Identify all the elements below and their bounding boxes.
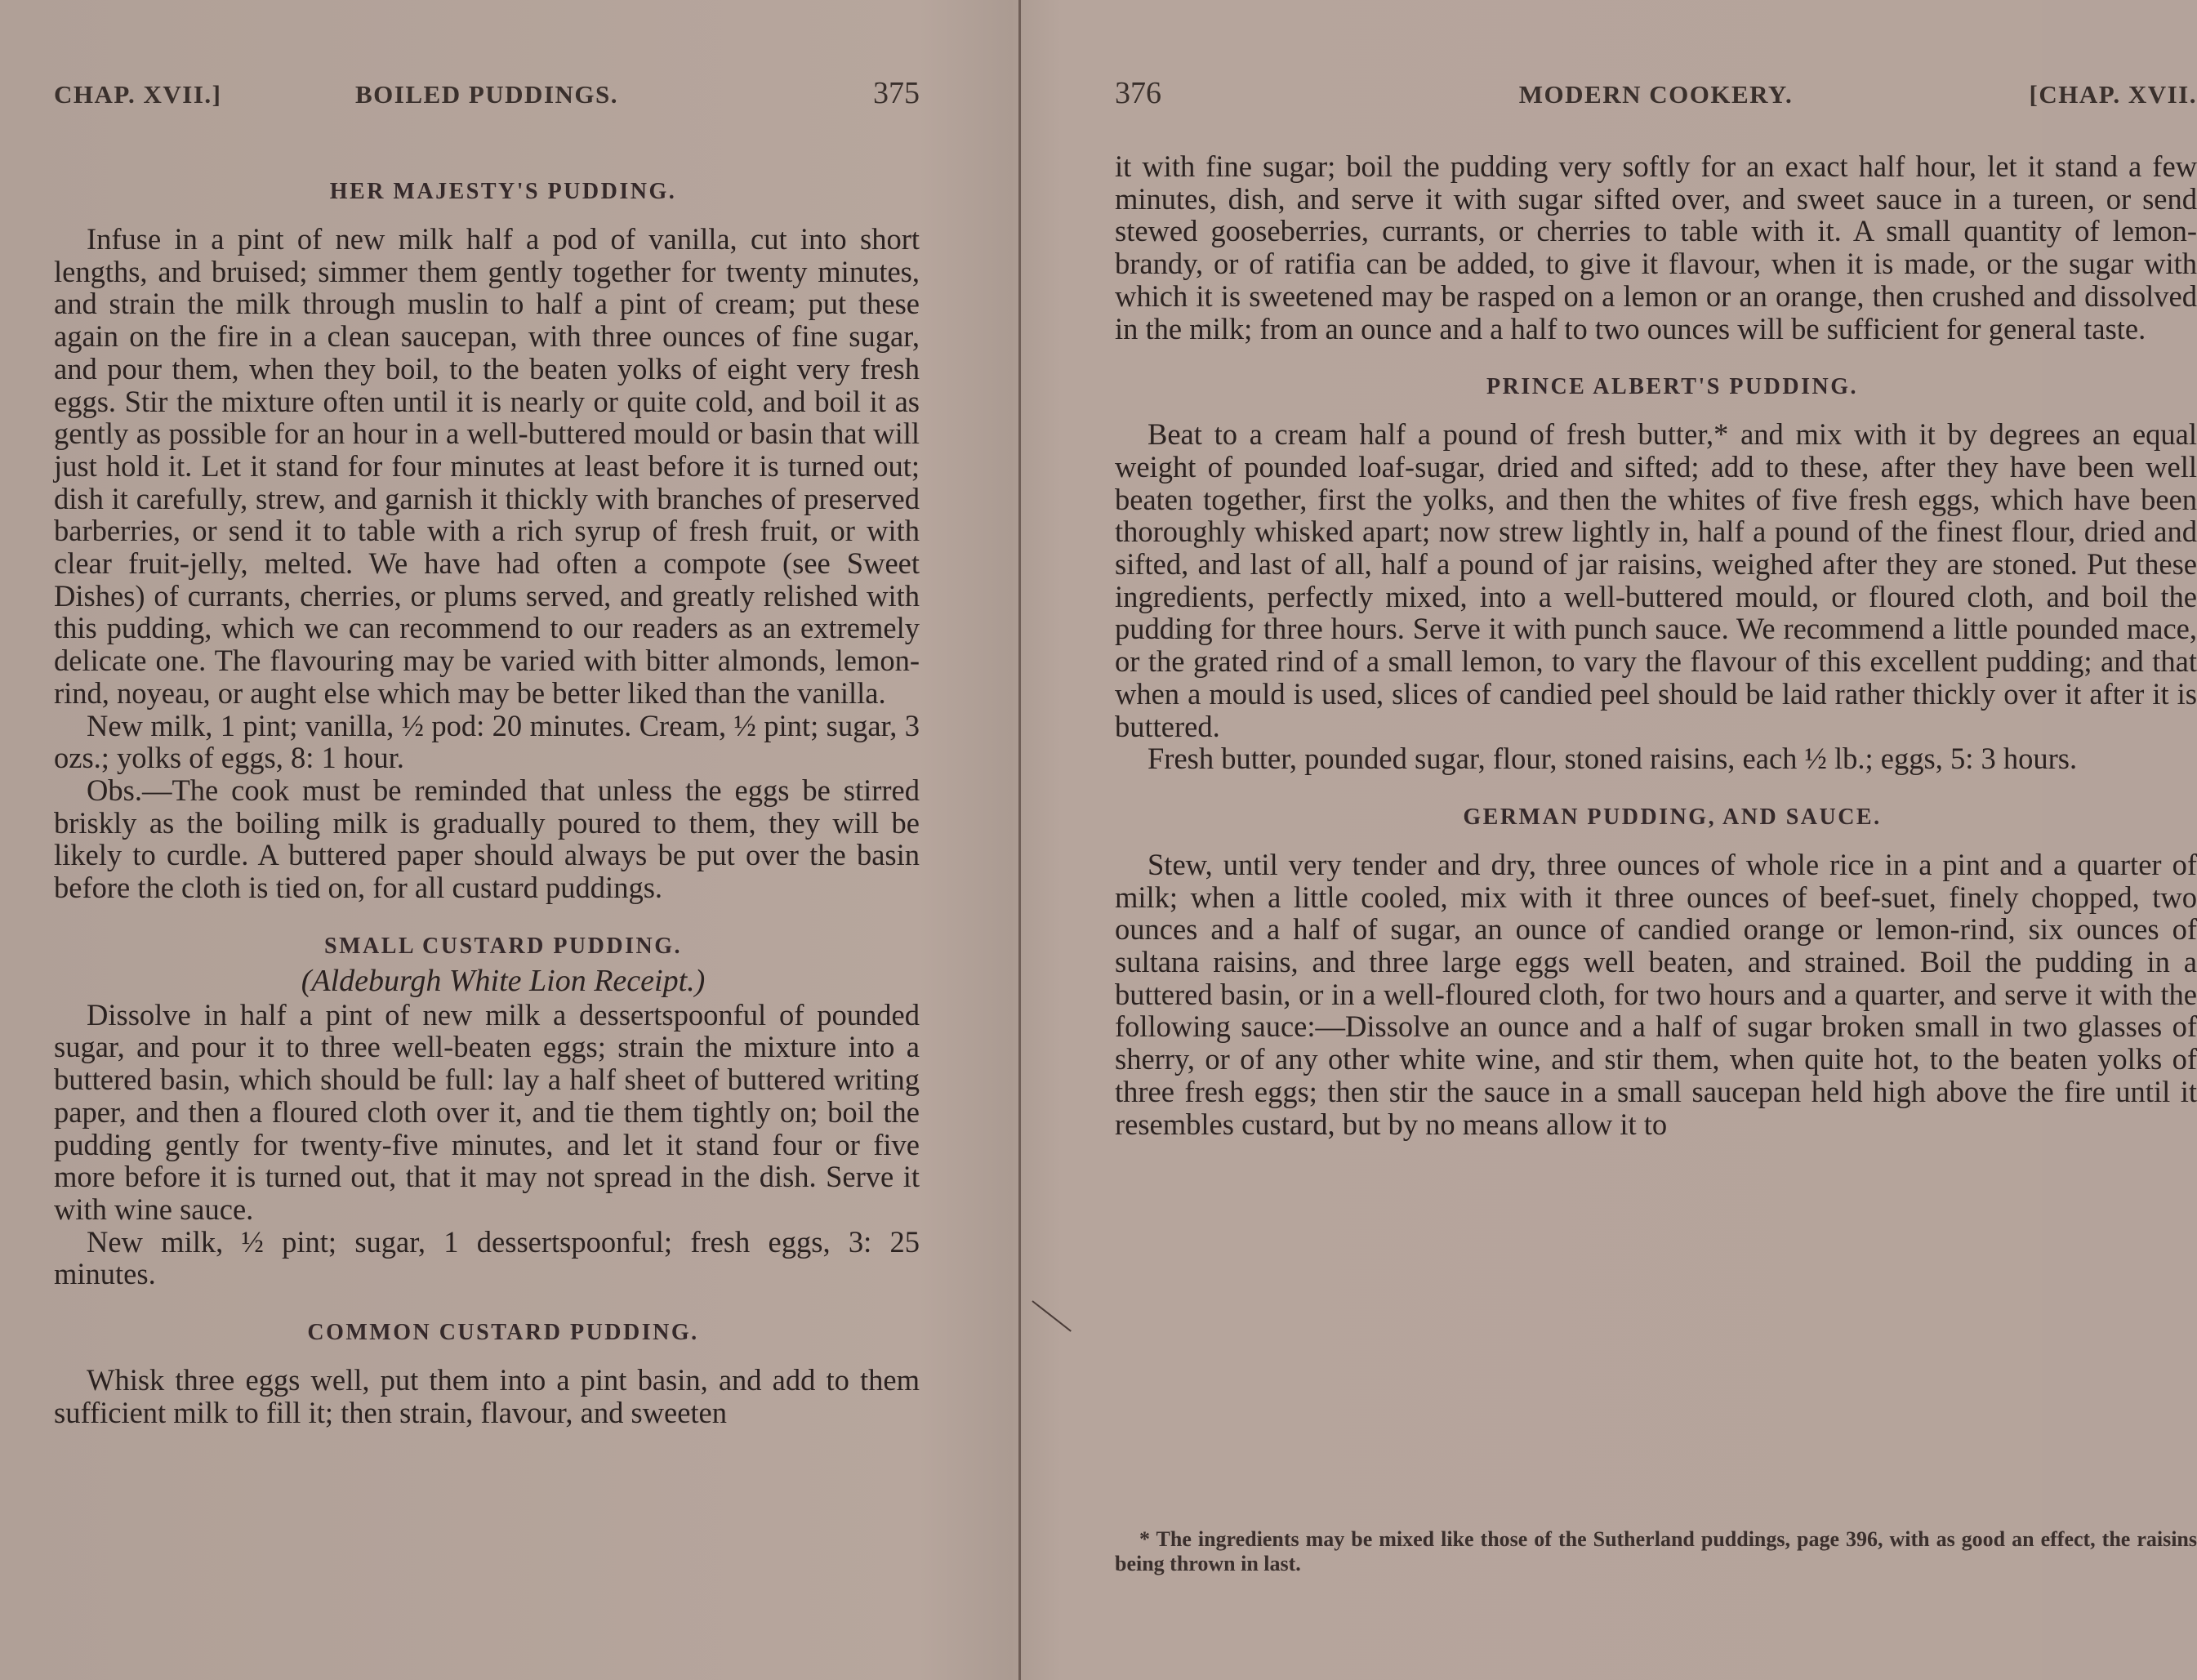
section-title: SMALL CUSTARD PUDDING. <box>324 933 682 959</box>
section-title: PRINCE ALBERT'S PUDDING. <box>1486 374 1858 400</box>
page-number: 375 <box>873 76 920 110</box>
section-subtitle: (Aldeburgh White Lion Receipt.) <box>301 963 706 998</box>
chapter-label: [CHAP. XVII. <box>2029 80 2197 109</box>
paragraph: Obs.—The cook must be reminded that unless the eggs be stirred briskly as the boiling milk is gradually poured to them, they will be likely to curdle. A buttered paper should always be put over the basin before the cloth is tied on, for all custard puddings. <box>54 773 920 905</box>
paragraph: New milk, ½ pint; sugar, 1 dessertspoonful; fresh eggs, 3: 25 minutes. <box>54 1224 920 1291</box>
running-title: BOILED PUDDINGS. <box>355 80 618 109</box>
footnote <box>1115 1527 2197 1576</box>
running-title: MODERN COOKERY. <box>1518 80 1794 109</box>
left-page-header <box>54 76 920 121</box>
section-title: HER MAJESTY'S PUDDING. <box>329 179 677 204</box>
chapter-label: CHAP. XVII.] <box>54 80 222 109</box>
section-title: GERMAN PUDDING, AND SAUCE. <box>1463 804 1882 830</box>
paragraph: Infuse in a pint of new milk half a pod of vanilla, cut into short lengths, and bruised; simmer them gently together for twenty minutes, and strain the milk through muslin to half a pint of cream; put these again on the fire in a clean saucepan, with three ounces of fine sugar, and pour them, when they boil, to the beaten yolks of eight very fresh eggs. Stir the mixture often until it is nearly or quite cold, and boil it as gently as possible for an hour in a well-buttered mould or basin that will just hold it. Let it stand for four minutes at least before it is turned out; dish it carefully, strew, and garnish it thickly with branches of preserved barberries, or send it to table with a rich syrup of fresh fruit, or with clear fruit-jelly, melted. We have had often a compote (see Sweet Dishes) of currants, cherries, or plums served, and greatly relished with this pudding, which we can recommend to our readers as an extremely delicate one. The flavouring may be varied with bitter almonds, lemon-rind, noyeau, or aught else which may be better liked than the vanilla. <box>54 222 920 710</box>
left-page <box>0 0 1018 1680</box>
pencil-mark <box>1032 1300 1072 1332</box>
right-page-header <box>1115 76 2197 121</box>
paragraph: Dissolve in half a pint of new milk a dessertspoonful of pounded sugar, and pour it to three well-beaten eggs; strain the mixture into a buttered basin, which should be full: lay a half sheet of buttered writing paper, and then a floured cloth over it, and tie them tightly on; boil the pudding gently for twenty-five minutes, and let it stand four or five more before it is turned out, that it may not spread in the dish. Serve it with wine sauce. <box>54 997 920 1226</box>
right-page-body <box>1115 150 2197 1140</box>
paragraph: Fresh butter, pounded sugar, flour, stoned raisins, each ½ lb.; eggs, 5: 3 hours. <box>1148 742 2078 776</box>
paragraph: Whisk three eggs well, put them into a pint basin, and add to them sufficient milk to fill it; then strain, flavour, and sweeten <box>54 1363 920 1429</box>
paragraph: Stew, until very tender and dry, three ounces of whole rice in a pint and a quarter of milk; when a little cooled, mix with it three ounces of beef-suet, finely chopped, two ounces and a half of sugar, an ounce of candied orange or lemon-rind, six ounces of sultana raisins, and three large eggs well beaten, and strained. Boil the pudding in a buttered basin, or in a well-floured cloth, for two hours and a quarter, and serve it with the following sauce:—Dissolve an ounce and a half of sugar broken small in two glasses of sherry, or of any other white wine, and stir them, when quite hot, to the beaten yolks of three fresh eggs; then stir the sauce in a small saucepan held high above the fire until it resembles custard, but by no means allow it to <box>1115 847 2197 1141</box>
left-page-body <box>54 176 920 1429</box>
continuation-paragraph: it with fine sugar; boil the pudding very softly for an exact half hour, let it stand a few minutes, dish, and serve it with sugar sifted over, and sweet sauce in a tureen, or send stewed gooseberries, currants, or cherries to table with it. A small quantity of lemon-brandy, or of ratifia can be added, to give it flavour, when it is made, or the sugar with which it is sweetened may be rasped on a lemon or an orange, then crushed and dissolved in the milk; from an ounce and a half to two ounces will be sufficient for general taste. <box>1115 149 2197 345</box>
paragraph: Beat to a cream half a pound of fresh butter,* and mix with it by degrees an equal weight of pounded loaf-sugar, dried and sifted; add to these, after they have been well beaten together, first the yolks, and then the whites of five fresh eggs, which have been thoroughly whisked apart; now strew lightly in, half a pound of the finest flour, dried and sifted, and last of all, half a pound of jar raisins, weighed after they are stoned. Put these ingredients, perfectly mixed, into a well-buttered mould, or floured cloth, and boil the pudding for three hours. Serve it with punch sauce. We recommend a little pounded mace, or the grated rind of a small lemon, to vary the flavour of this excellent pudding; and that when a mould is used, slices of candied peel should be laid rather thickly over it after it is buttered. <box>1115 417 2197 743</box>
page-number: 376 <box>1115 76 1161 110</box>
paragraph: New milk, 1 pint; vanilla, ½ pod: 20 minutes. Cream, ½ pint; sugar, 3 ozs.; yolks of eggs, 8: 1 hour. <box>54 708 920 775</box>
section-title: COMMON CUSTARD PUDDING. <box>307 1320 699 1346</box>
footnote-text: * The ingredients may be mixed like those of the Sutherland puddings, page 396, with as good an effect, the raisins being thrown in last. <box>1115 1527 2197 1575</box>
right-page <box>1021 0 2197 1680</box>
